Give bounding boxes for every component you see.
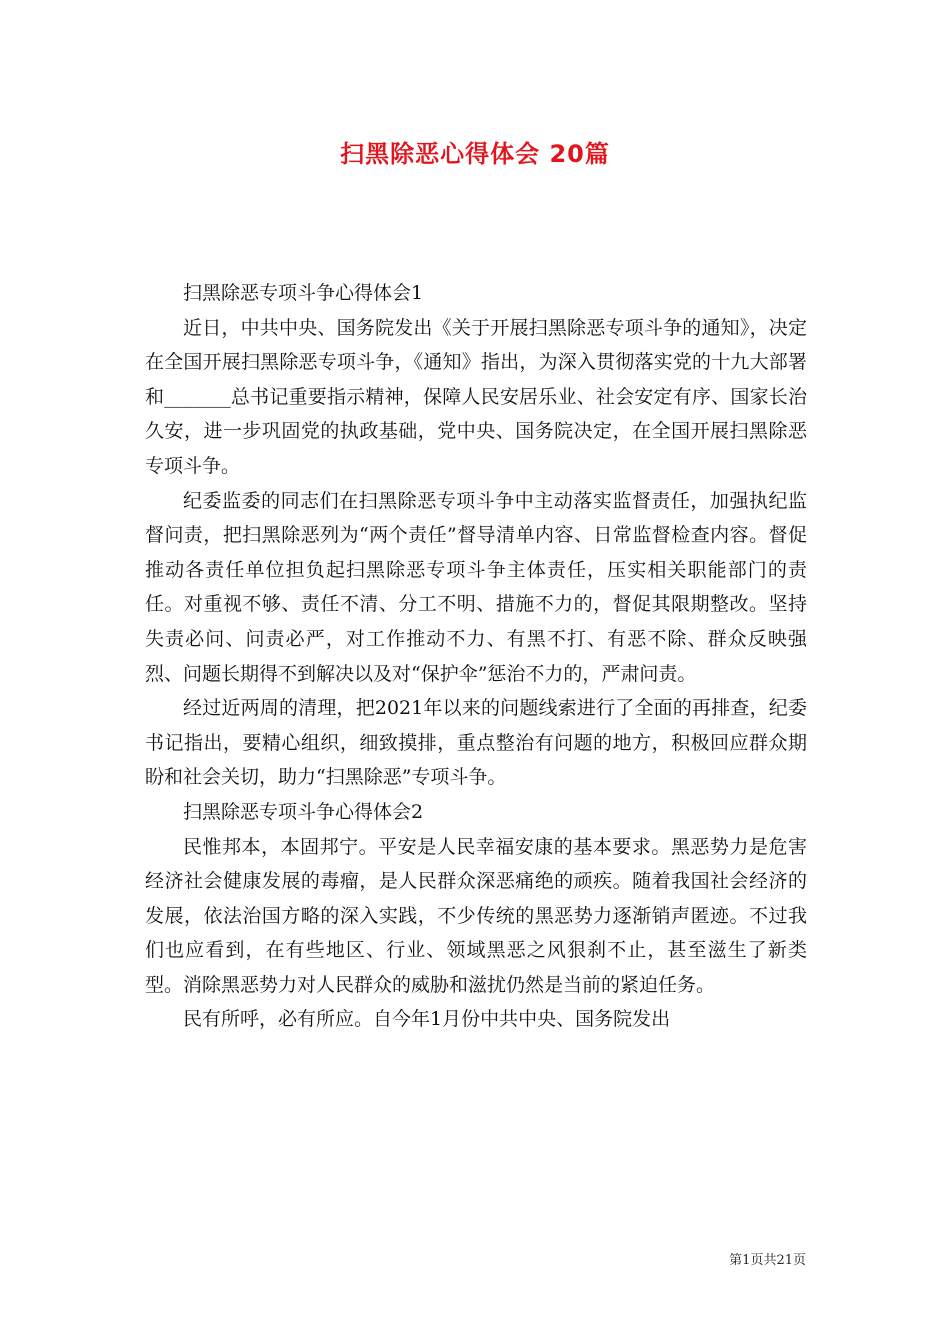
paragraph: 近日，中共中央、国务院发出《关于开展扫黑除恶专项斗争的通知》，决定在全国开展扫黑除恶专项斗争，《通知》指出，为深入贯彻落实党的十九大部署和_______总书记重要指示精神，保障人民安居乐业、社会安定有序、国家长治久安，进一步巩固党的执政基础，党中央、国务院决定，在全国开展扫黑除恶专项斗争。 [145,316,807,477]
section-heading: 扫黑除恶专项斗争心得体会1 [183,282,424,304]
paragraph: 纪委监委的同志们在扫黑除恶专项斗争中主动落实监督责任，加强执纪监督问责，把扫黑除恶列为“两个责任”督导清单内容、日常监督检查内容。督促推动各责任单位担负起扫黑除恶专项斗争主体责任，压实相关职能部门的责任。对重视不够、责任不清、分工不明、措施不力的，督促其限期整改。坚持失责必问、问责必严，对工作推动不力、有黑不打、有恶不除、群众反映强烈、问题长期得不到解决以及对“保护伞”惩治不力的，严肃问责。 [145,489,807,685]
paragraph: 民惟邦本，本固邦宁。平安是人民幸福安康的基本要求。黑恶势力是危害经济社会健康发展的毒瘤，是人民群众深恶痛绝的顽疾。随着我国社会经济的发展，依法治国方略的深入实践，不少传统的黑恶势力逐渐销声匿迹。不过我们也应看到，在有些地区、行业、领域黑恶之风狠刹不止，甚至滋生了新类型。消除黑恶势力对人民群众的威胁和滋扰仍然是当前的紧迫任务。 [145,835,807,996]
paragraph: 民有所呼，必有所应。自今年1月份中共中央、国务院发出 [183,1008,671,1031]
section-heading: 扫黑除恶专项斗争心得体会2 [183,800,424,823]
document-title: 扫黑除恶心得体会 20篇 [340,140,610,168]
paragraph: 经过近两周的清理，把2021年以来的问题线索进行了全面的再排查，纪委书记指出，要精心组织，细致摸排，重点整治有问题的地方，积极回应群众期盼和社会关切，助力“扫黑除恶”专项斗争。 [145,697,807,789]
document-body [145,276,807,1037]
page-number: 第1页共21页 [729,1253,806,1268]
